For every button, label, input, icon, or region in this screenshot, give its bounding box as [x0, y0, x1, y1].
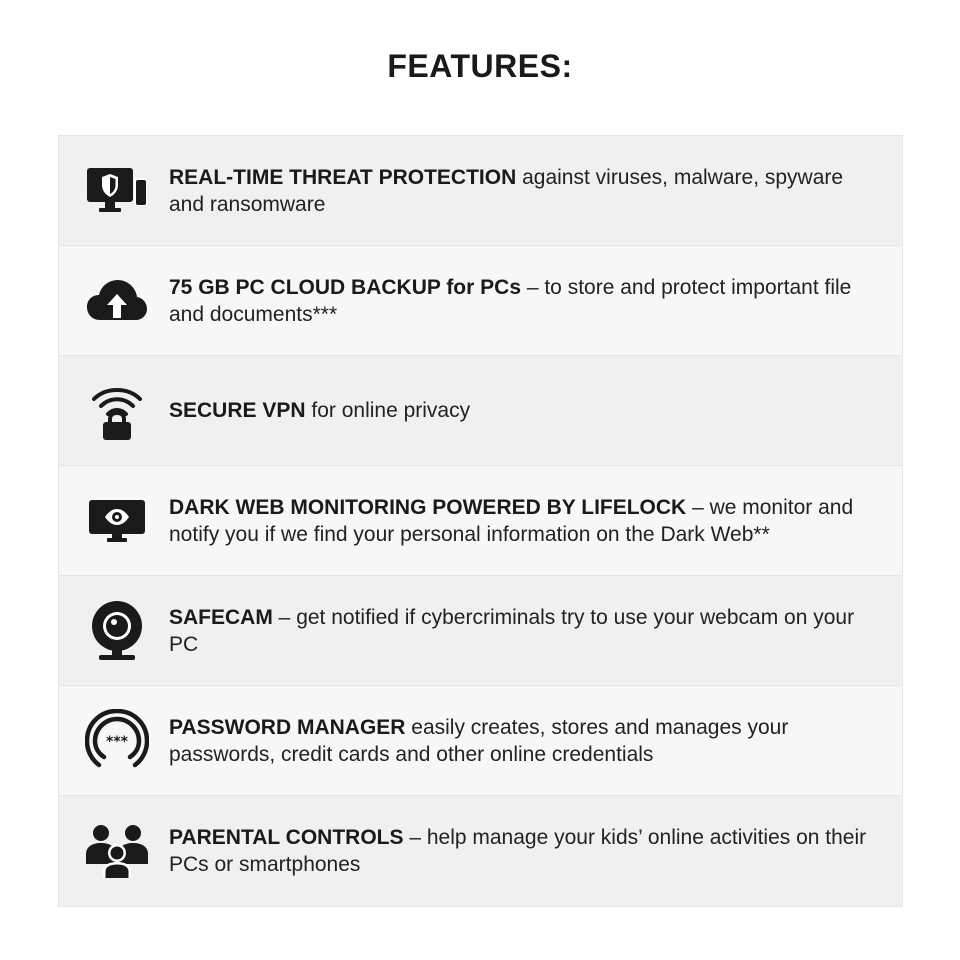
feature-description: – we monitor and notify you if we find your personal information on the Dark Web** — [169, 495, 854, 546]
feature-description: for online privacy — [305, 399, 471, 422]
feature-text — [169, 164, 902, 218]
feature-row-secure-vpn — [59, 356, 902, 466]
feature-description: – to store and protect important file and documents*** — [169, 275, 852, 326]
feature-row-safecam — [59, 576, 902, 686]
feature-text — [169, 714, 902, 768]
feature-text — [169, 494, 902, 548]
monitor-shield-icon — [85, 159, 149, 223]
password-icon — [85, 709, 149, 773]
feature-description: – help manage your kids’ online activities on their PCs or smartphones — [169, 826, 867, 876]
feature-title: SECURE VPN — [169, 399, 306, 422]
feature-text — [169, 604, 902, 658]
feature-title: 75 GB PC CLOUD BACKUP for PCs — [169, 275, 521, 299]
feature-row-password-manager — [59, 686, 902, 796]
feature-description: – get notified if cybercriminals try to use your webcam on your PC — [169, 605, 855, 656]
webcam-icon — [85, 599, 149, 663]
feature-description: easily creates, stores and manages your passwords, credit cards and other online credentials — [169, 715, 789, 766]
feature-text — [169, 397, 494, 424]
feature-text — [169, 274, 902, 328]
feature-row-cloud-backup — [59, 246, 902, 356]
feature-row-threat-protection — [59, 136, 902, 246]
feature-row-parental-controls — [59, 796, 902, 906]
feature-title: REAL-TIME THREAT PROTECTION — [169, 165, 517, 189]
features-list — [58, 135, 903, 907]
feature-row-dark-web — [59, 466, 902, 576]
wifi-lock-icon — [85, 379, 149, 443]
feature-title: PARENTAL CONTROLS — [169, 826, 404, 849]
feature-text — [169, 824, 902, 878]
feature-description: against viruses, malware, spyware and ransomware — [169, 165, 844, 216]
monitor-eye-icon — [85, 489, 149, 553]
feature-title: SAFECAM — [169, 605, 273, 629]
page-title: FEATURES: — [387, 48, 573, 84]
svg-text:***: *** — [106, 733, 128, 750]
cloud-upload-icon — [85, 269, 149, 333]
family-icon — [85, 819, 149, 883]
feature-title: PASSWORD MANAGER — [169, 715, 406, 739]
feature-title: DARK WEB MONITORING POWERED BY LIFELOCK — [169, 495, 687, 519]
